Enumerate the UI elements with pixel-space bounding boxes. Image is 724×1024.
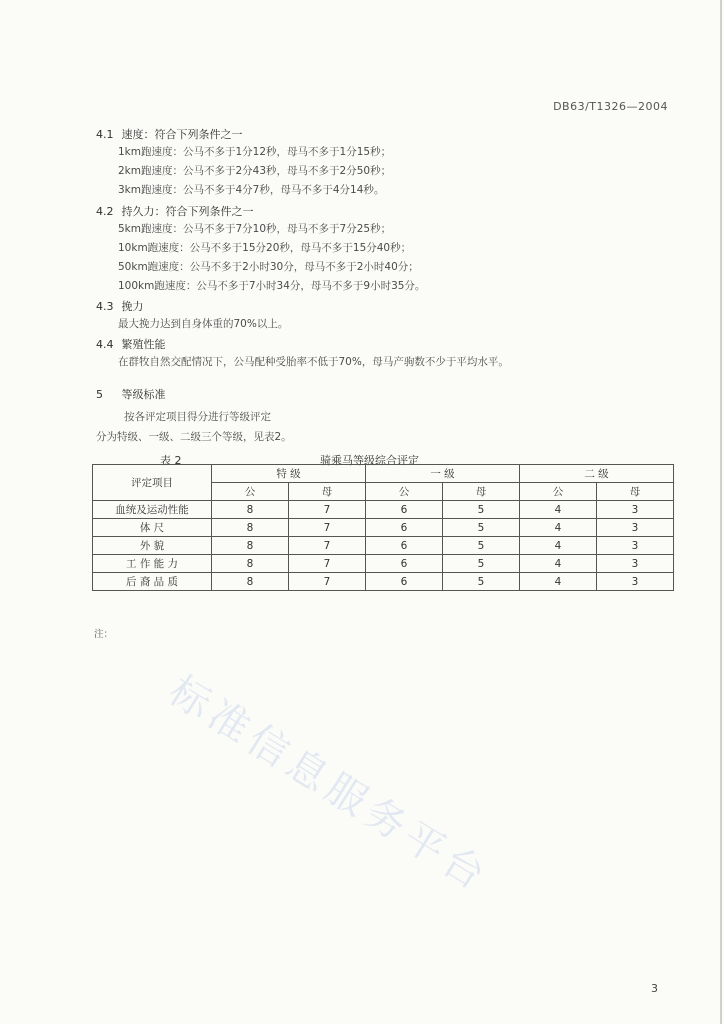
score-cell: 4	[520, 537, 597, 555]
section-heading-4-1: 4.1 速度：符合下列条件之一	[96, 128, 243, 141]
score-cell: 7	[289, 519, 366, 537]
row-item-cell: 外 貌	[93, 537, 212, 555]
paragraph-line: 最大挽力达到自身体重的70%以上。	[118, 318, 289, 330]
score-cell: 3	[597, 537, 674, 555]
header-cell-sex: 公	[520, 483, 597, 501]
score-cell: 5	[443, 573, 520, 591]
table-label: 表 2	[160, 454, 182, 467]
row-item-cell: 体 尺	[93, 519, 212, 537]
score-cell: 3	[597, 501, 674, 519]
table-row	[93, 573, 674, 591]
score-cell: 4	[520, 555, 597, 573]
score-cell: 8	[212, 519, 289, 537]
table-title: 骑乘马等级综合评定	[320, 454, 419, 467]
header-cell-item: 评定项目	[93, 465, 212, 501]
score-cell: 7	[289, 555, 366, 573]
watermark: 标准信息服务平台	[160, 667, 498, 902]
table-header-row	[93, 465, 674, 483]
score-cell: 4	[520, 519, 597, 537]
header-cell-grade: 特 级	[212, 465, 366, 483]
score-cell: 8	[212, 573, 289, 591]
score-cell: 4	[520, 573, 597, 591]
header-cell-sex: 公	[366, 483, 443, 501]
paragraph-line: 50km跑速度：公马不多于2小时30分，母马不多于2小时40分；	[118, 261, 419, 273]
score-cell: 8	[212, 555, 289, 573]
score-cell: 4	[520, 501, 597, 519]
header-cell-grade: 一 级	[366, 465, 520, 483]
section-heading-4-3: 4.3 挽力	[96, 300, 144, 313]
table-row	[93, 555, 674, 573]
score-cell: 5	[443, 519, 520, 537]
score-cell: 7	[289, 501, 366, 519]
table-row	[93, 537, 674, 555]
score-cell: 6	[366, 555, 443, 573]
row-item-cell: 血统及运动性能	[93, 501, 212, 519]
score-cell: 7	[289, 573, 366, 591]
paragraph-line: 100km跑速度：公马不多于7小时34分，母马不多于9小时35分。	[118, 280, 426, 292]
page-number: 3	[651, 982, 658, 995]
paragraph-line: 按各评定项目得分进行等级评定	[124, 411, 271, 423]
section-heading-4-2: 4.2 持久力：符合下列条件之一	[96, 205, 254, 218]
paragraph-line: 1km跑速度：公马不多于1分12秒，母马不多于1分15秒；	[118, 146, 392, 158]
section-heading-5: 5 等级标准	[96, 388, 166, 401]
score-cell: 6	[366, 501, 443, 519]
table-row	[93, 519, 674, 537]
section-heading-4-4: 4.4 繁殖性能	[96, 338, 166, 351]
header-cell-sex: 母	[597, 483, 674, 501]
row-item-cell: 后 裔 品 质	[93, 573, 212, 591]
standard-number: DB63/T1326—2004	[553, 100, 668, 113]
score-cell: 8	[212, 501, 289, 519]
table-row	[93, 501, 674, 519]
score-cell: 3	[597, 555, 674, 573]
paragraph-line: 5km跑速度：公马不多于7分10秒，母马不多于7分25秒；	[118, 223, 392, 235]
score-cell: 7	[289, 537, 366, 555]
table-note-line: 注：	[94, 629, 114, 640]
row-item-cell: 工 作 能 力	[93, 555, 212, 573]
score-cell: 6	[366, 537, 443, 555]
score-cell: 3	[597, 519, 674, 537]
header-cell-grade: 二 级	[520, 465, 674, 483]
score-cell: 5	[443, 555, 520, 573]
paragraph-line: 在群牧自然交配情况下，公马配种受胎率不低于70%，母马产驹数不少于平均水平。	[118, 356, 509, 368]
grade-table	[92, 464, 674, 591]
score-cell: 8	[212, 537, 289, 555]
header-cell-sex: 母	[443, 483, 520, 501]
paragraph-line: 10km跑速度：公马不多于15分20秒，母马不多于15分40秒；	[118, 242, 412, 254]
paragraph-line: 3km跑速度：公马不多于4分7秒，母马不多于4分14秒。	[118, 184, 385, 196]
header-cell-sex: 公	[212, 483, 289, 501]
score-cell: 6	[366, 573, 443, 591]
score-cell: 5	[443, 501, 520, 519]
paragraph-line: 分为特级、一级、二级三个等级，见表2。	[96, 431, 292, 443]
page-edge-shadow	[720, 0, 722, 1024]
score-cell: 6	[366, 519, 443, 537]
header-cell-sex: 母	[289, 483, 366, 501]
score-cell: 5	[443, 537, 520, 555]
score-cell: 3	[597, 573, 674, 591]
paragraph-line: 2km跑速度：公马不多于2分43秒，母马不多于2分50秒；	[118, 165, 392, 177]
